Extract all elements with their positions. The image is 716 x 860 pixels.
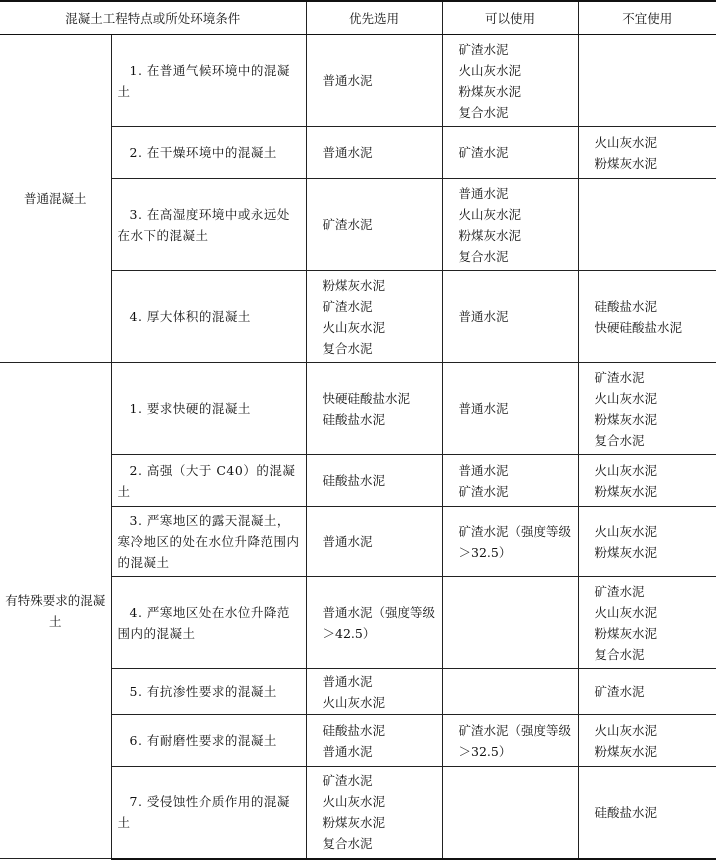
preferred-cell [306, 127, 442, 179]
cement-item: 复合水泥 [322, 836, 373, 852]
unsuitable-cell [578, 507, 716, 577]
cement-item: 火山灰水泥 [458, 206, 522, 222]
unsuitable-cell [578, 35, 716, 127]
cement-item: 普通水泥 [322, 534, 373, 549]
header-unsuitable: 不宜使用 [578, 1, 716, 35]
cement-item: 硅酸盐水泥 [322, 411, 386, 427]
cement-item: 火山灰水泥 [594, 390, 658, 406]
cement-item: 火山灰水泥 [594, 134, 658, 150]
category-cell: 有特殊要求的混凝土 [0, 363, 111, 859]
cement-item: 粉煤灰水泥 [458, 227, 522, 243]
condition-cell: 4. 严寒地区处在水位升降范围内的混凝土 [111, 577, 306, 669]
cement-item: 快硬硅酸盐水泥 [594, 319, 683, 335]
condition-cell: 1. 在普通气候环境中的混凝土 [111, 35, 306, 127]
cement-item: 矿渣水泥（强度等级＞32.5） [458, 523, 572, 560]
cement-item: 火山灰水泥 [458, 62, 522, 78]
unsuitable-cell [578, 455, 716, 507]
unsuitable-cell [578, 363, 716, 455]
table-body [0, 35, 716, 859]
cement-item: 粉煤灰水泥 [594, 155, 658, 171]
cement-item: 硅酸盐水泥 [322, 722, 386, 738]
preferred-cell [306, 507, 442, 577]
header-usable: 可以使用 [442, 1, 578, 35]
cement-item: 矿渣水泥 [458, 145, 509, 160]
condition-cell: 1. 要求快硬的混凝土 [111, 363, 306, 455]
condition-cell: 2. 高强（大于 C40）的混凝土 [111, 455, 306, 507]
cement-item: 矿渣水泥（强度等级＞32.5） [458, 722, 572, 759]
table-row [0, 363, 716, 455]
cement-item: 矿渣水泥 [458, 41, 509, 57]
cement-item: 矿渣水泥 [594, 583, 645, 599]
cement-item: 复合水泥 [322, 340, 373, 356]
cement-item: 粉煤灰水泥 [594, 743, 658, 759]
preferred-cell [306, 577, 442, 669]
preferred-cell [306, 715, 442, 767]
header-condition: 混凝土工程特点或所处环境条件 [0, 1, 306, 35]
cement-item: 火山灰水泥 [594, 523, 658, 539]
unsuitable-cell [578, 715, 716, 767]
cement-item: 矿渣水泥 [322, 298, 373, 314]
category-cell: 普通混凝土 [0, 35, 111, 363]
cement-item: 火山灰水泥 [322, 694, 386, 710]
preferred-cell [306, 363, 442, 455]
cement-item: 矿渣水泥 [458, 483, 509, 499]
preferred-cell [306, 35, 442, 127]
cement-item: 火山灰水泥 [594, 462, 658, 478]
condition-cell: 6. 有耐磨性要求的混凝土 [111, 715, 306, 767]
cement-item: 火山灰水泥 [594, 722, 658, 738]
condition-cell: 2. 在干燥环境中的混凝土 [111, 127, 306, 179]
cement-item: 普通水泥 [322, 73, 373, 88]
preferred-cell [306, 669, 442, 715]
cement-item: 粉煤灰水泥 [594, 625, 658, 641]
condition-cell: 5. 有抗渗性要求的混凝土 [111, 669, 306, 715]
cement-item: 粉煤灰水泥 [594, 483, 658, 499]
cement-item: 矿渣水泥 [322, 773, 373, 789]
cement-item: 火山灰水泥 [322, 794, 386, 810]
cement-item: 粉煤灰水泥 [322, 277, 386, 293]
condition-cell: 7. 受侵蚀性介质作用的混凝土 [111, 767, 306, 859]
cement-item: 火山灰水泥 [322, 319, 386, 335]
cement-item: 普通水泥 [322, 743, 373, 759]
cement-item: 硅酸盐水泥 [594, 298, 658, 314]
cement-item: 普通水泥 [458, 185, 509, 201]
cement-item: 矿渣水泥 [594, 684, 645, 699]
header-row [0, 1, 716, 35]
cement-item: 复合水泥 [594, 646, 645, 662]
usable-cell [442, 715, 578, 767]
cement-item: 粉煤灰水泥 [594, 411, 658, 427]
cement-item: 普通水泥 [322, 673, 373, 689]
unsuitable-cell [578, 577, 716, 669]
usable-cell [442, 577, 578, 669]
preferred-cell [306, 271, 442, 363]
usable-cell [442, 179, 578, 271]
cement-item: 复合水泥 [594, 432, 645, 448]
condition-cell: 4. 厚大体积的混凝土 [111, 271, 306, 363]
cement-item: 普通水泥 [458, 401, 509, 416]
preferred-cell [306, 179, 442, 271]
cement-item: 粉煤灰水泥 [322, 815, 386, 831]
cement-item: 粉煤灰水泥 [458, 83, 522, 99]
cement-item: 硅酸盐水泥 [594, 804, 658, 820]
usable-cell [442, 669, 578, 715]
cement-item: 火山灰水泥 [594, 604, 658, 620]
usable-cell [442, 35, 578, 127]
usable-cell [442, 127, 578, 179]
cement-item: 矿渣水泥 [594, 369, 645, 385]
table-row [0, 35, 716, 127]
usable-cell [442, 507, 578, 577]
cement-item: 普通水泥 [322, 145, 373, 160]
unsuitable-cell [578, 669, 716, 715]
unsuitable-cell [578, 271, 716, 363]
usable-cell [442, 271, 578, 363]
unsuitable-cell [578, 127, 716, 179]
cement-item: 普通水泥 [458, 462, 509, 478]
condition-cell: 3. 严寒地区的露天混凝土，寒冷地区的处在水位升降范围内的混凝土 [111, 507, 306, 577]
cement-item: 普通水泥 [458, 309, 509, 324]
cement-item: 快硬硅酸盐水泥 [322, 390, 411, 406]
cement-item: 复合水泥 [458, 104, 509, 120]
condition-cell: 3. 在高湿度环境中或永远处在水下的混凝土 [111, 179, 306, 271]
cement-item: 硅酸盐水泥 [322, 473, 386, 488]
header-preferred: 优先选用 [306, 1, 442, 35]
cement-item: 复合水泥 [458, 248, 509, 264]
cement-item: 矿渣水泥 [322, 217, 373, 232]
usable-cell [442, 455, 578, 507]
preferred-cell [306, 455, 442, 507]
cement-item: 普通水泥（强度等级＞42.5） [322, 604, 436, 641]
unsuitable-cell [578, 179, 716, 271]
usable-cell [442, 363, 578, 455]
cement-item: 粉煤灰水泥 [594, 544, 658, 560]
